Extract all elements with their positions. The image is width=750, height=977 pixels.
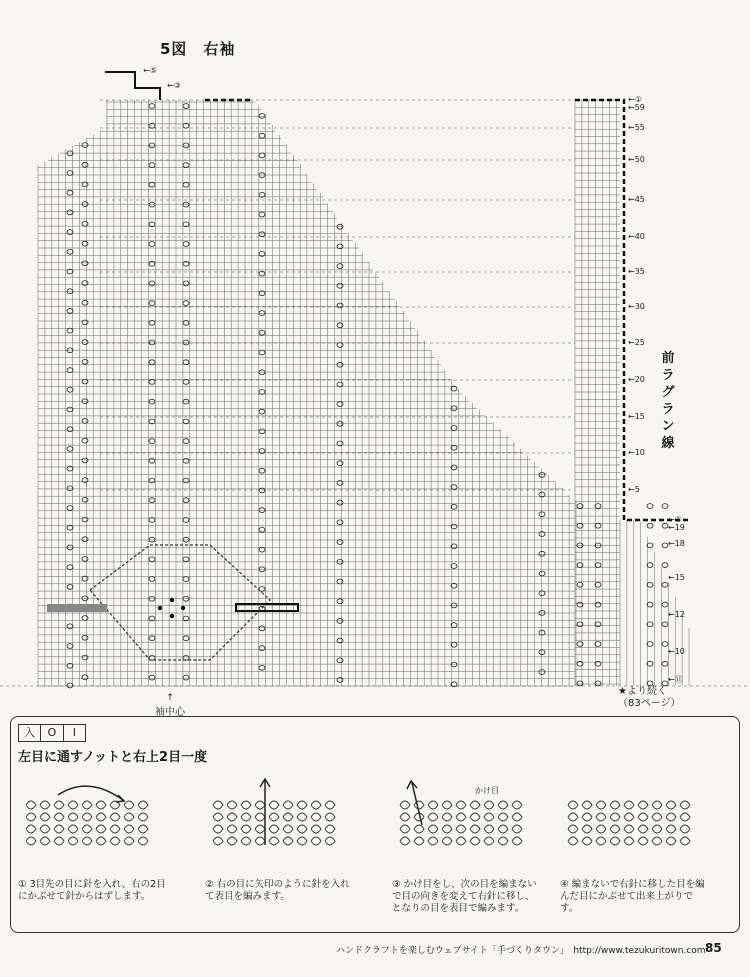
continue-note: ★より続く （83ページ） bbox=[618, 686, 681, 709]
row-marker: ←10 bbox=[668, 647, 685, 656]
top-marker-5: ←⑤ bbox=[143, 66, 157, 75]
stitch-symbol: 入 O Ⅰ bbox=[18, 724, 86, 742]
raglan-line-label: 前ラグラン線 bbox=[661, 351, 675, 451]
chart-title: 5図 右袖 bbox=[160, 40, 236, 58]
diamond-motif bbox=[47, 545, 298, 660]
step-1-illustration bbox=[18, 775, 158, 875]
step-2: ② 右の目に矢印のように針を入れて表目を編みます。 bbox=[205, 775, 355, 903]
row-marker: ←① bbox=[668, 515, 682, 524]
sleeve-center-label: ↑ 袖中心 bbox=[155, 693, 185, 718]
row-marker: ←10 bbox=[628, 448, 645, 457]
step-3: ③ かけ目をし、次の目を編まないで目の向きを変えて右針に移し、となりの目を表目で編みます。 bbox=[392, 775, 542, 915]
row-marker: ←① bbox=[628, 95, 642, 104]
row-marker: ←30 bbox=[628, 302, 645, 311]
row-marker: ←55 bbox=[628, 123, 645, 132]
yarn-over-label: かけ目 bbox=[475, 786, 499, 795]
row-marker: ←35 bbox=[628, 267, 645, 276]
guide-lines bbox=[0, 100, 750, 686]
row-marker: ←15 bbox=[668, 573, 685, 582]
step-4: ④ 編まないで右針に移した目を編んだ目にかぶせて出来上がりです。 bbox=[560, 775, 710, 915]
stitch-symbols bbox=[67, 104, 668, 688]
row-marker: ←40 bbox=[628, 232, 645, 241]
row-marker: ←15 bbox=[628, 412, 645, 421]
row-marker: ←59 bbox=[628, 103, 645, 112]
step-1: ① 3目先の目に針を入れ、右の2目にかぶせて針からはずします。 bbox=[18, 775, 168, 903]
stitch-name: 左目に通すノットと右上2目一度 bbox=[18, 750, 208, 765]
row-marker: ←45 bbox=[628, 195, 645, 204]
footer-site: ハンドクラフトを楽しむウェブサイト「手づくりタウン」 http://www.tezukuritown.com bbox=[336, 946, 706, 956]
row-marker: ←5 bbox=[628, 485, 640, 494]
row-marker: ←12 bbox=[668, 610, 685, 619]
chart-grid bbox=[38, 72, 690, 686]
row-marker: ←20 bbox=[628, 375, 645, 384]
step-3-illustration bbox=[392, 775, 532, 875]
step-2-illustration bbox=[205, 775, 345, 875]
step-4-illustration bbox=[560, 775, 700, 875]
row-marker: ←25 bbox=[628, 338, 645, 347]
row-marker: ←50 bbox=[628, 155, 645, 164]
row-marker: ←19 bbox=[668, 523, 685, 532]
page-number: 85 bbox=[705, 941, 722, 955]
top-marker-3: ←③ bbox=[167, 81, 181, 90]
row-marker: ←18 bbox=[668, 539, 685, 548]
row-marker: ←⑪ bbox=[668, 675, 683, 684]
